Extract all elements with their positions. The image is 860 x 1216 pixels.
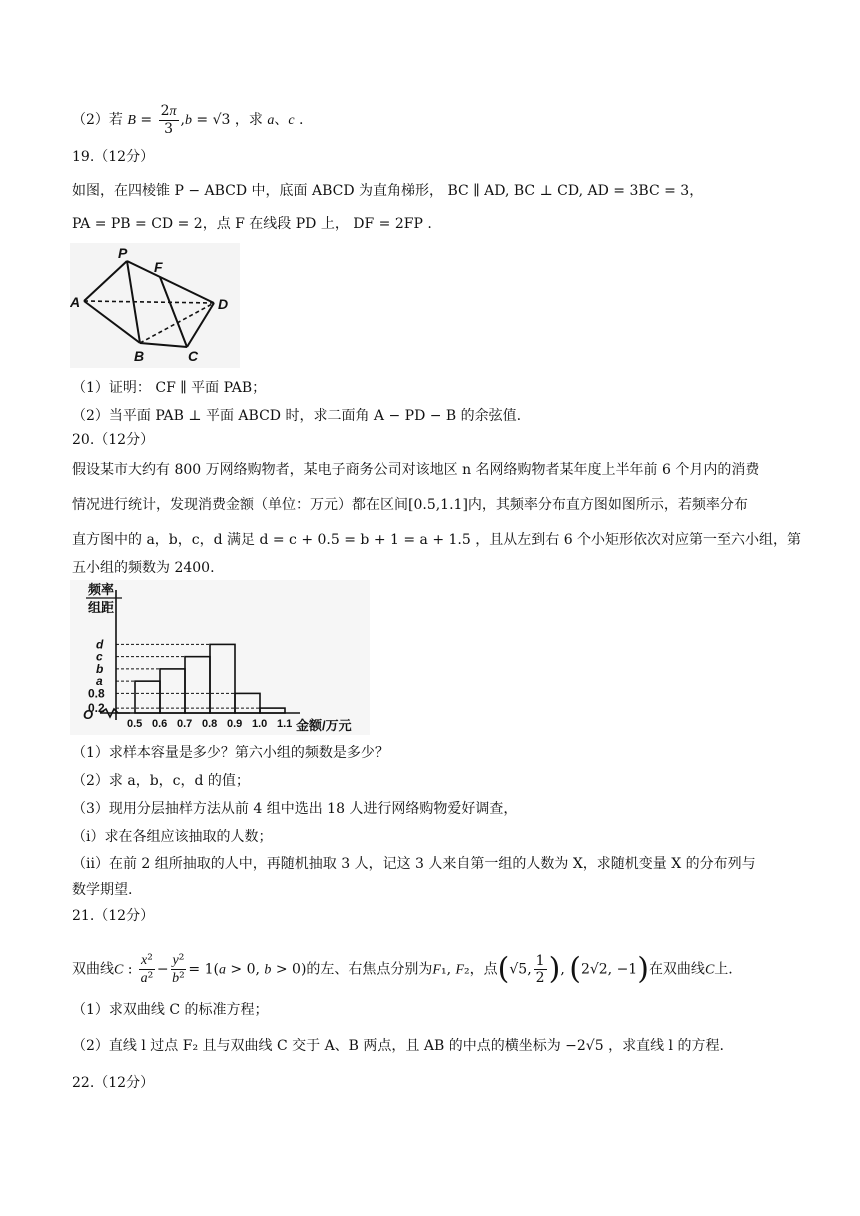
q19-header: 19.（12分）: [72, 149, 155, 165]
y-tick-label: b: [96, 661, 104, 676]
q20-line3: 直方图中的 a，b，c，d 满足 d = c + 0.5 = b + 1 = a + 1.5 ，且从左到右 6 个小矩形依次对应第一至六小组，第: [72, 532, 802, 548]
q20-part3ii-2: 数学期望.: [72, 882, 133, 898]
label-F: F: [154, 259, 163, 275]
x-tick-label: 1.1: [277, 718, 293, 730]
origin-label: O: [83, 707, 94, 722]
pyramid-figure: [70, 243, 240, 368]
label-B: B: [134, 348, 145, 364]
label-C: C: [188, 348, 199, 364]
q20-part2: （2）求 a，b，c，d 的值；: [72, 773, 250, 789]
label-P: P: [118, 245, 128, 261]
q20-part1: （1）求样本容量是多少？第六小组的频数是多少？: [72, 745, 389, 761]
q20-line4: 五小组的频数为 2400.: [72, 560, 215, 576]
q19-line2: PA = PB = CD = 2，点 F 在线段 PD 上， DF = 2FP .: [72, 216, 432, 232]
histogram-chart: [70, 580, 370, 735]
q20-line1: 假设某市大约有 800 万网络购物者，某电子商务公司对该地区 n 名网络购物者某年度上半年前 6 个月内的消费: [72, 462, 760, 478]
q20-header: 20.（12分）: [72, 432, 155, 448]
q21-line1: 双曲线C : $\frac{\text{x²}}{\text{a²}}$ − $\frac{\text{y²}}{\text{b²}}$ = 1(a > 0, b > 0)的左、右焦点分别为F₁, F₂，点(√5, $\frac{1}{2}$ ), (2√2, −1)在双曲线C上.: [72, 951, 733, 987]
label-A: A: [70, 294, 81, 310]
q19-line1: 如图，在四棱锥 P − ABCD 中，底面 ABCD 为直角梯形， BC ∥ AD, BC ⊥ CD, AD = 3BC = 3，: [72, 183, 704, 199]
y-tick-label: d: [96, 637, 104, 652]
q20-part3i: （i）求在各组应该抽取的人数；: [72, 829, 273, 845]
x-tick-label: 1.0: [252, 718, 268, 730]
label-D: D: [218, 296, 229, 312]
xlabel: 金额/万元: [296, 718, 352, 733]
q19-part1: （1）证明： CF ∥ 平面 PAB；: [72, 380, 267, 396]
x-tick-label: 0.5: [127, 718, 143, 730]
x-tick-label: 0.9: [227, 718, 243, 730]
x-tick-label: 0.8: [202, 718, 218, 730]
x-tick-label: 0.6: [152, 718, 168, 730]
q21-header: 21.（12分）: [72, 908, 155, 924]
q21-part2: （2）直线 l 过点 F₂ 且与双曲线 C 交于 A、B 两点，且 AB 的中点的横坐标为 −2√5 ，求直线 l 的方程.: [72, 1038, 724, 1054]
ylabel-bottom: 组距: [88, 600, 115, 615]
y-tick-label: 0.8: [88, 686, 105, 701]
q20-part3: （3）现用分层抽样方法从前 4 组中选出 18 人进行网络购物爱好调查，: [72, 801, 518, 817]
q22-header: 22.（12分）: [72, 1075, 155, 1091]
y-tick-label: a: [96, 674, 103, 689]
q20-part3ii-1: （ii）在前 2 组所抽取的人中，再随机抽取 3 人，记这 3 人来自第一组的人数为 X，求随机变量 X 的分布列与: [72, 856, 756, 872]
x-tick-label: 0.7: [177, 718, 193, 730]
y-tick-label: c: [96, 649, 103, 664]
q18-part2: （2）若 B = $\frac{2\pi}{3}$ ,b = √3 ，求 a、c .: [72, 103, 304, 137]
y-tick-label: 0.2: [88, 701, 105, 716]
ylabel-top: 频率: [88, 582, 115, 597]
q20-line2: 情况进行统计，发现消费金额（单位：万元）都在区间[0.5,1.1]内，其频率分布直方图如图所示，若频率分布: [72, 497, 748, 513]
q19-part2: （2）当平面 PAB ⊥ 平面 ABCD 时，求二面角 A − PD − B 的余弦值.: [72, 408, 522, 424]
q21-part1: （1）求双曲线 C 的标准方程；: [72, 1002, 269, 1018]
